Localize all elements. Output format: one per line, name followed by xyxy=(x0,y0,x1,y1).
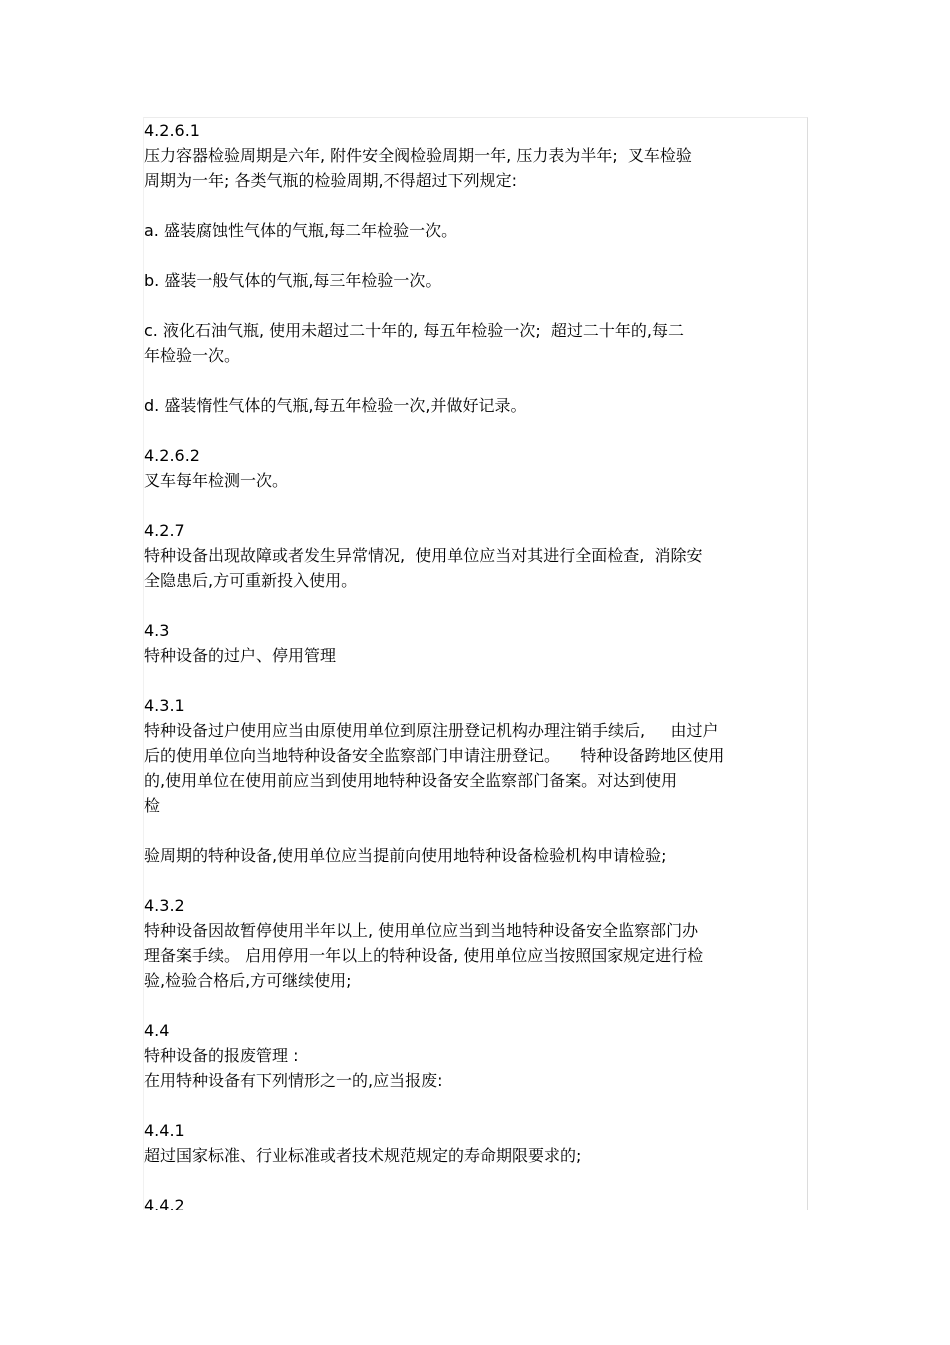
body-text-line: 超过国家标准、行业标准或者技术规范规定的寿命期限要求的; xyxy=(144,1146,582,1165)
body-text-line: 在用特种设备有下列情形之一的,应当报废: xyxy=(144,1071,443,1090)
body-text-line: 的,使用单位在使用前应当到使用地特种设备安全监察部门备案。对达到使用 xyxy=(144,771,678,790)
body-text-line: 理备案手续。 启用停用一年以上的特种设备, 使用单位应当按照国家规定进行检 xyxy=(144,946,704,965)
body-text-line: d. 盛装惰性气体的气瓶,每五年检验一次,并做好记录。 xyxy=(144,396,527,415)
section-number: 4.2.7 xyxy=(144,521,185,540)
document-section xyxy=(144,893,796,993)
body-text-line: 检 xyxy=(144,796,161,815)
section-number: 4.2.6.1 xyxy=(144,121,200,140)
paragraph-gap xyxy=(144,593,796,618)
body-text-line: 特种设备出现故障或者发生异常情况, 使用单位应当对其进行全面检查, 消除安 xyxy=(144,546,703,565)
paragraph-gap xyxy=(144,368,796,393)
body-text-line: 年检验一次。 xyxy=(144,346,241,365)
paragraph-gap xyxy=(144,668,796,693)
document-section xyxy=(144,393,796,418)
document-section xyxy=(144,518,796,593)
paragraph-gap xyxy=(144,1168,796,1193)
section-number: 4.3 xyxy=(144,621,170,640)
paragraph-gap xyxy=(144,493,796,518)
document-body xyxy=(144,118,796,1210)
section-number: 4.4 xyxy=(144,1021,170,1040)
document-section xyxy=(144,443,796,493)
document-section xyxy=(144,218,796,243)
body-text-line: a. 盛装腐蚀性气体的气瓶,每二年检验一次。 xyxy=(144,221,458,240)
body-text-line: 全隐患后,方可重新投入使用。 xyxy=(144,571,358,590)
body-text-line: 特种设备因故暂停使用半年以上, 使用单位应当到当地特种设备安全监察部门办 xyxy=(144,921,699,940)
paragraph-gap xyxy=(144,418,796,443)
document-section xyxy=(144,843,796,868)
document-section xyxy=(144,1018,796,1093)
body-text-line: 验,检验合格后,方可继续使用; xyxy=(144,971,352,990)
document-section xyxy=(144,1118,796,1168)
body-text-line: 特种设备过户使用应当由原使用单位到原注册登记机构办理注销手续后, 由过户 xyxy=(144,721,719,740)
paragraph-gap xyxy=(144,868,796,893)
paragraph-gap xyxy=(144,193,796,218)
body-text-line: 后的使用单位向当地特种设备安全监察部门申请注册登记。 特种设备跨地区使用 xyxy=(144,746,725,765)
section-number: 4.2.6.2 xyxy=(144,446,200,465)
section-number: 4.3.1 xyxy=(144,696,185,715)
section-number: 4.3.2 xyxy=(144,896,185,915)
body-text-line: 压力容器检验周期是六年, 附件安全阀检验周期一年, 压力表为半年; 叉车检验 xyxy=(144,146,692,165)
section-number: 4.4.2 xyxy=(144,1196,185,1210)
body-text-line: 周期为一年; 各类气瓶的检验周期,不得超过下列规定: xyxy=(144,171,517,190)
body-text-line: 特种设备的报废管理 : xyxy=(144,1046,299,1065)
paragraph-gap xyxy=(144,293,796,318)
body-text-line: 叉车每年检测一次。 xyxy=(144,471,289,490)
document-section xyxy=(144,118,796,193)
document-section xyxy=(144,693,796,818)
paragraph-gap xyxy=(144,993,796,1018)
body-text-line: 验周期的特种设备,使用单位应当提前向使用地特种设备检验机构申请检验; xyxy=(144,846,667,865)
section-number: 4.4.1 xyxy=(144,1121,185,1140)
body-text-line: c. 液化石油气瓶, 使用未超过二十年的, 每五年检验一次; 超过二十年的,每二 xyxy=(144,321,684,340)
body-text-line: b. 盛装一般气体的气瓶,每三年检验一次。 xyxy=(144,271,442,290)
document-section xyxy=(144,268,796,293)
paragraph-gap xyxy=(144,818,796,843)
document-section xyxy=(144,318,796,368)
body-text-line: 特种设备的过户、停用管理 xyxy=(144,646,337,665)
document-section xyxy=(144,618,796,668)
paragraph-gap xyxy=(144,243,796,268)
paragraph-gap xyxy=(144,1093,796,1118)
document-section xyxy=(144,1193,796,1210)
